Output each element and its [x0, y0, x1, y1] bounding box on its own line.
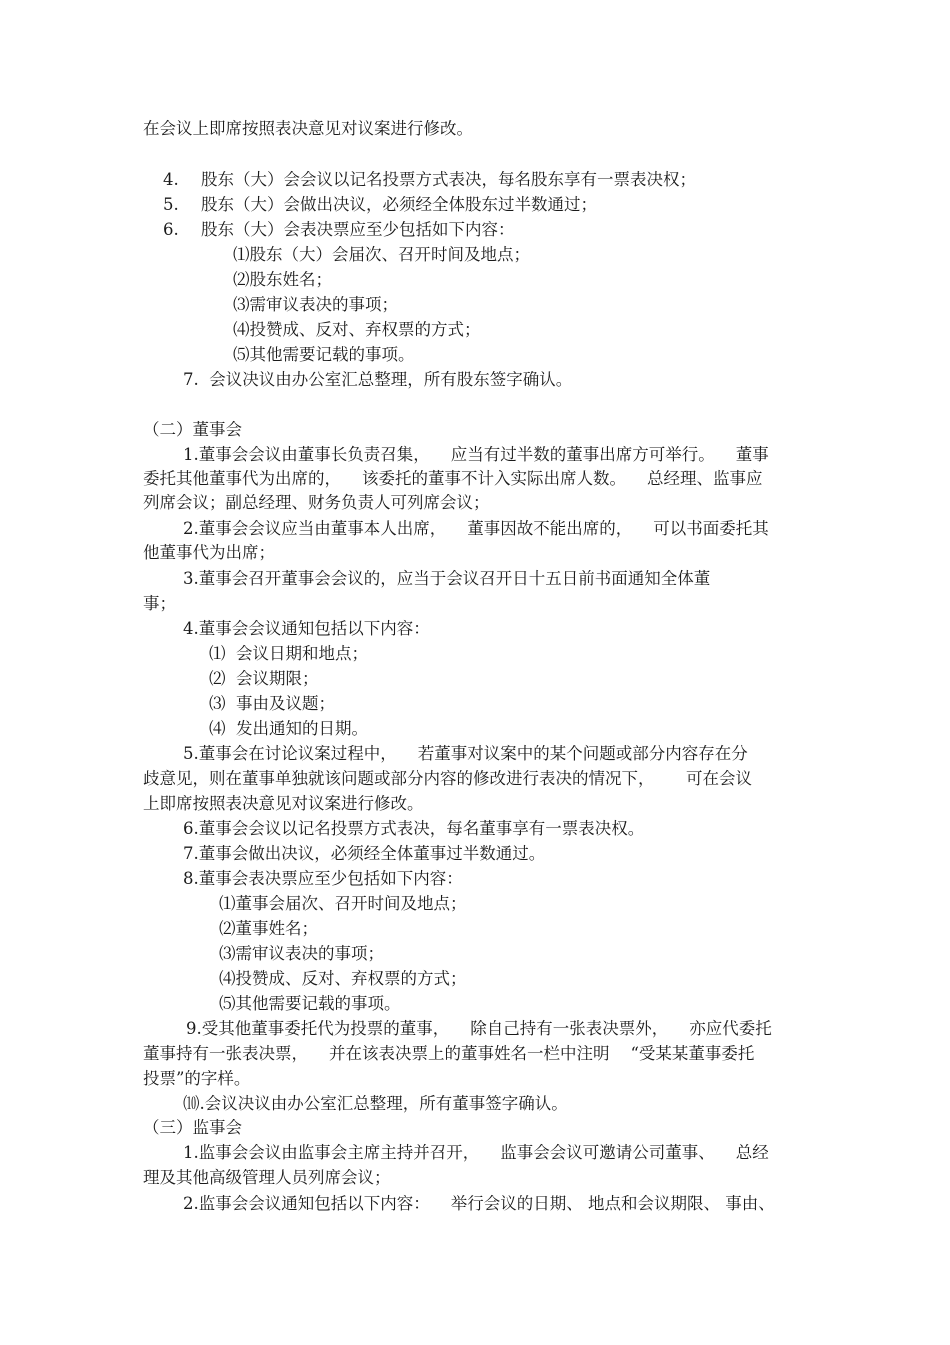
- section-heading-supervisors: （三）监事会: [143, 1118, 242, 1137]
- list-item: ⑷ 发出通知的日期。: [209, 719, 368, 738]
- list-item-number: 5.: [163, 195, 179, 214]
- paragraph-line: 委托其他董事代为出席的， 该委托的董事不计入实际出席人数。 总经理、监事应: [143, 469, 763, 488]
- intro-line: 在会议上即席按照表决意见对议案进行修改。: [143, 119, 473, 138]
- paragraph-line: 上即席按照表决意见对议案进行修改。: [143, 794, 424, 813]
- list-item: 股东（大）会做出决议，必须经全体股东过半数通过；: [201, 195, 597, 214]
- paragraph-line: 3.董事会召开董事会会议的，应当于会议召开日十五日前书面通知全体董: [183, 569, 711, 588]
- paragraph-line: 投票”的字样。: [143, 1069, 251, 1088]
- list-item: ⑷投赞成、反对、弃权票的方式；: [233, 320, 481, 339]
- list-item: 股东（大）会表决票应至少包括如下内容：: [201, 220, 515, 239]
- paragraph-line: 董事持有一张表决票， 并在该表决票上的董事姓名一栏中注明 “受某某董事委托: [143, 1044, 755, 1063]
- list-item: ⑴股东（大）会届次、召开时间及地点；: [233, 245, 530, 264]
- paragraph-line: 4.董事会会议通知包括以下内容：: [183, 619, 430, 638]
- list-item: 7. 会议决议由办公室汇总整理，所有股东签字确认。: [183, 370, 573, 389]
- list-item: ⑸其他需要记载的事项。: [219, 994, 401, 1013]
- paragraph-line: 7.董事会做出决议，必须经全体董事过半数通过。: [183, 844, 546, 863]
- paragraph-line: 8.董事会表决票应至少包括如下内容：: [183, 869, 463, 888]
- list-item: 股东（大）会会议以记名投票方式表决，每名股东享有一票表决权；: [201, 170, 696, 189]
- list-item: ⑵股东姓名；: [233, 270, 332, 289]
- paragraph-line: 6.董事会会议以记名投票方式表决，每名董事享有一票表决权。: [183, 819, 645, 838]
- paragraph-line: 2.监事会会议通知包括以下内容： 举行会议的日期、 地点和会议期限、 事由、: [183, 1194, 775, 1213]
- paragraph-line: 1.监事会会议由监事会主席主持并召开， 监事会会议可邀请公司董事、 总经: [183, 1143, 769, 1162]
- paragraph-line: ⑽.会议决议由办公室汇总整理，所有董事签字确认。: [183, 1094, 568, 1113]
- section-heading-board: （二）董事会: [143, 420, 242, 439]
- list-item-number: 4.: [163, 170, 179, 189]
- paragraph-line: 2.董事会会议应当由董事本人出席， 董事因故不能出席的， 可以书面委托其: [183, 519, 769, 538]
- list-item: ⑸其他需要记载的事项。: [233, 345, 415, 364]
- paragraph-line: 他董事代为出席；: [143, 543, 275, 562]
- paragraph-line: 歧意见，则在董事单独就该问题或部分内容的修改进行表决的情况下， 可在会议: [143, 769, 752, 788]
- paragraph-line: 5.董事会在讨论议案过程中， 若董事对议案中的某个问题或部分内容存在分: [183, 744, 748, 763]
- list-item: ⑶需审议表决的事项；: [219, 944, 384, 963]
- list-item: ⑷投赞成、反对、弃权票的方式；: [219, 969, 467, 988]
- paragraph-line: 理及其他高级管理人员列席会议；: [143, 1168, 391, 1187]
- list-item: ⑴ 会议日期和地点；: [209, 644, 368, 663]
- list-item: ⑶ 事由及议题；: [209, 694, 335, 713]
- list-item-number: 6.: [163, 220, 179, 239]
- paragraph-line: 1.董事会会议由董事长负责召集， 应当有过半数的董事出席方可举行。 董事: [183, 445, 769, 464]
- list-item: ⑵董事姓名；: [219, 919, 318, 938]
- list-item: ⑴董事会届次、召开时间及地点；: [219, 894, 467, 913]
- list-item: ⑶需审议表决的事项；: [233, 295, 398, 314]
- paragraph-line: 事；: [143, 594, 176, 613]
- paragraph-line: 列席会议；副总经理、财务负责人可列席会议；: [143, 493, 490, 512]
- list-item: ⑵ 会议期限；: [209, 669, 319, 688]
- paragraph-line: 9.受其他董事委托代为投票的董事， 除自己持有一张表决票外， 亦应代委托: [186, 1019, 772, 1038]
